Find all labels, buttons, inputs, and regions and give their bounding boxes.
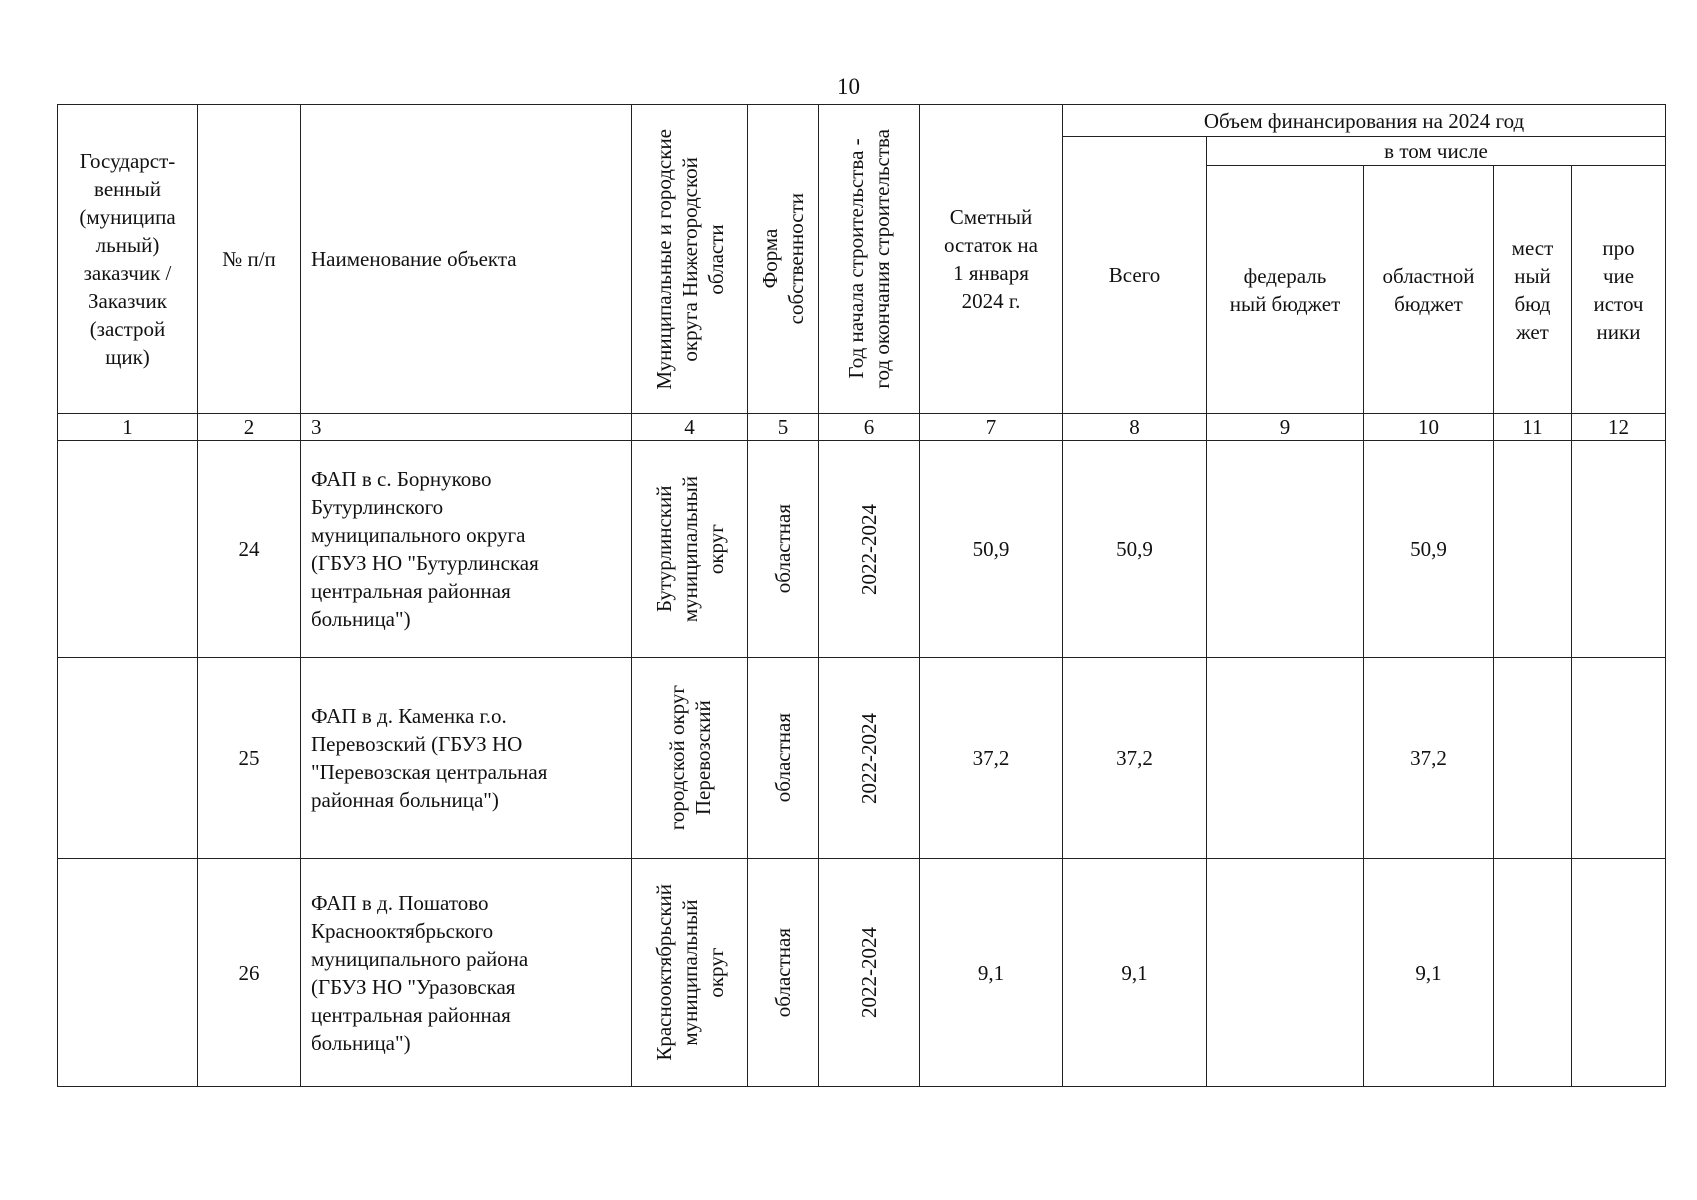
header-estimate: Сметный остаток на 1 января 2024 г. <box>920 105 1063 414</box>
header-federal: федераль ный бюджет <box>1207 166 1364 414</box>
cell-years: 2022-2024 <box>819 441 920 658</box>
cell-other <box>1572 658 1666 859</box>
table-row <box>58 441 1666 658</box>
table-row <box>58 859 1666 1087</box>
cell-estimate: 37,2 <box>920 658 1063 859</box>
cell-federal <box>1207 859 1364 1087</box>
cell-customer <box>58 441 198 658</box>
cell-estimate: 9,1 <box>920 859 1063 1087</box>
column-number: 10 <box>1364 414 1494 441</box>
cell-object-name: ФАП в д. Пошатово Краснооктябрьского муниципального района (ГБУЗ НО "Уразовская центральная районная больница") <box>301 859 632 1087</box>
cell-ownership: областная <box>748 658 819 859</box>
cell-num: 25 <box>198 658 301 859</box>
cell-ownership: областная <box>748 859 819 1087</box>
table-row <box>58 658 1666 859</box>
column-number: 4 <box>632 414 748 441</box>
column-number: 5 <box>748 414 819 441</box>
cell-regional: 37,2 <box>1364 658 1494 859</box>
column-number: 12 <box>1572 414 1666 441</box>
column-number: 3 <box>301 414 632 441</box>
cell-num: 24 <box>198 441 301 658</box>
cell-local <box>1494 859 1572 1087</box>
column-number: 2 <box>198 414 301 441</box>
cell-municipality: Бутурлинский муниципальный округ <box>632 441 748 658</box>
cell-num: 26 <box>198 859 301 1087</box>
cell-estimate: 50,9 <box>920 441 1063 658</box>
cell-total: 50,9 <box>1063 441 1207 658</box>
column-number: 11 <box>1494 414 1572 441</box>
header-ownership: Форма собственности <box>748 105 819 414</box>
column-number: 9 <box>1207 414 1364 441</box>
financing-table <box>57 104 1666 1087</box>
header-including: в том числе <box>1207 137 1666 166</box>
header-other: про чие источ ники <box>1572 166 1666 414</box>
cell-municipality: Краснооктябрьский муниципальный округ <box>632 859 748 1087</box>
cell-total: 9,1 <box>1063 859 1207 1087</box>
cell-years: 2022-2024 <box>819 658 920 859</box>
column-number: 8 <box>1063 414 1207 441</box>
cell-object-name: ФАП в с. Борнуково Бутурлинского муниципального округа (ГБУЗ НО "Бутурлинская центральная районная больница") <box>301 441 632 658</box>
header-years: Год начала строительства - год окончания строительства <box>819 105 920 414</box>
cell-other <box>1572 441 1666 658</box>
column-number: 1 <box>58 414 198 441</box>
cell-ownership: областная <box>748 441 819 658</box>
cell-federal <box>1207 658 1364 859</box>
header-customer: Государст- венный (муниципа льный) заказчик / Заказчик (застрой щик) <box>58 105 198 414</box>
cell-years: 2022-2024 <box>819 859 920 1087</box>
cell-local <box>1494 441 1572 658</box>
column-number: 6 <box>819 414 920 441</box>
header-local: мест ный бюд жет <box>1494 166 1572 414</box>
header-regional: областной бюджет <box>1364 166 1494 414</box>
cell-other <box>1572 859 1666 1087</box>
header-municipality: Муниципальные и городские округа Нижегородской области <box>632 105 748 414</box>
cell-municipality: городской округ Перевозский <box>632 658 748 859</box>
cell-customer <box>58 859 198 1087</box>
column-number: 7 <box>920 414 1063 441</box>
header-object-name: Наименование объекта <box>301 105 632 414</box>
cell-object-name: ФАП в д. Каменка г.о. Перевозский (ГБУЗ НО "Перевозская центральная районная больница") <box>301 658 632 859</box>
header-total: Всего <box>1063 137 1207 414</box>
cell-customer <box>58 658 198 859</box>
page-number: 10 <box>837 74 860 99</box>
column-number-row <box>58 414 1666 441</box>
header-num: № п/п <box>198 105 301 414</box>
cell-regional: 9,1 <box>1364 859 1494 1087</box>
cell-regional: 50,9 <box>1364 441 1494 658</box>
header-funding: Объем финансирования на 2024 год <box>1063 105 1666 137</box>
cell-local <box>1494 658 1572 859</box>
cell-total: 37,2 <box>1063 658 1207 859</box>
cell-federal <box>1207 441 1364 658</box>
